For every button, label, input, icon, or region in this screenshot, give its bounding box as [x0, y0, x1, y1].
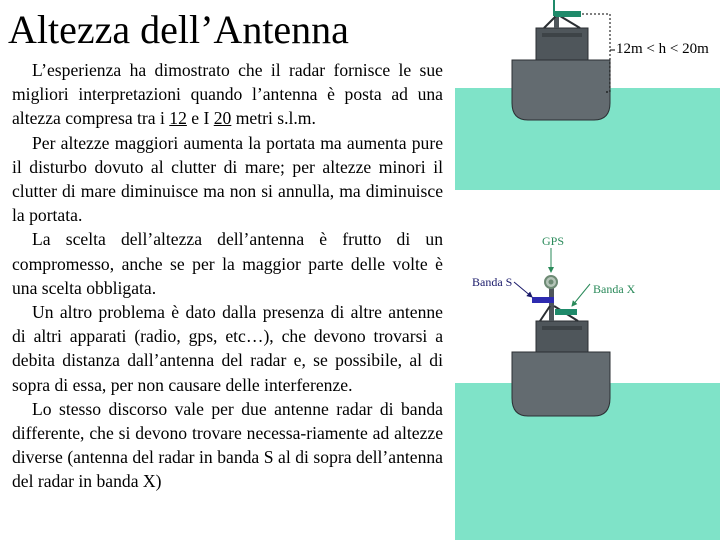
paragraph-2: Per altezze maggiori aumenta la portata ma aumenta pure il disturbo dovuto al clutter di mare; per altezze minori il clutter di mare diminuisce ma non si annulla, ma diminuisce la portata.	[12, 132, 443, 226]
arrow-band-x	[572, 284, 590, 306]
bottom-ship	[455, 234, 720, 540]
paragraph-1-text-b: e I	[186, 108, 214, 129]
slide-title: Altezza dell’Antenna	[8, 7, 349, 52]
antenna-x-top	[555, 11, 581, 17]
mast-bottom-stay	[540, 306, 550, 321]
paragraph-1	[12, 58, 443, 131]
height-max: 20	[213, 108, 232, 129]
paragraph-3: La scelta dell’altezza dell’antenna è frutto di un compromesso, anche se per la maggior parte delle volte è una scelta obbligata.	[12, 229, 443, 298]
mast-top-stay-2	[560, 16, 580, 28]
antenna-height-diagram	[450, 0, 720, 540]
band-x-label: Banda X	[593, 282, 636, 296]
body-text	[12, 58, 443, 494]
paragraph-1-text-c: metri s.l.m.	[231, 108, 316, 129]
wheelhouse-bottom	[536, 321, 588, 352]
window-top	[542, 33, 582, 37]
gps-label: GPS	[542, 234, 565, 248]
wheelhouse-top	[536, 28, 588, 60]
band-s-label: Banda S	[472, 275, 513, 289]
antenna-x-bottom	[555, 309, 577, 315]
height-min: 12	[169, 108, 187, 129]
arrow-band-s	[514, 282, 532, 297]
paragraph-5: Lo stesso discorso vale per due antenne radar di banda differente, che si devono trovare necessa-riamente ad altezze diverse (antenna del radar in banda S al di sopra dell’antenna del radar in banda X)	[12, 398, 443, 492]
antenna-s	[532, 297, 554, 303]
paragraph-1-text-a: L’esperienza ha dimostrato che il radar fornisce le sue migliori interpretazioni quando l’antenna è posta ad una altezza compresa tra i	[12, 60, 443, 129]
gps-antenna-core	[549, 280, 554, 285]
hull-top	[512, 60, 610, 120]
hull-bottom	[512, 352, 610, 416]
paragraph-4: Un altro problema è dato dalla presenza di altre antenne di altri apparati (radio, gps, etc…), che devono trovarsi a debita distanza dall’antenna del radar e, se possibile, al di sopra di essa, per non causare delle interferenze.	[12, 302, 443, 395]
window-bottom	[542, 326, 582, 330]
top-ship	[455, 0, 720, 190]
height-range-label: 12m < h < 20m	[616, 41, 709, 57]
